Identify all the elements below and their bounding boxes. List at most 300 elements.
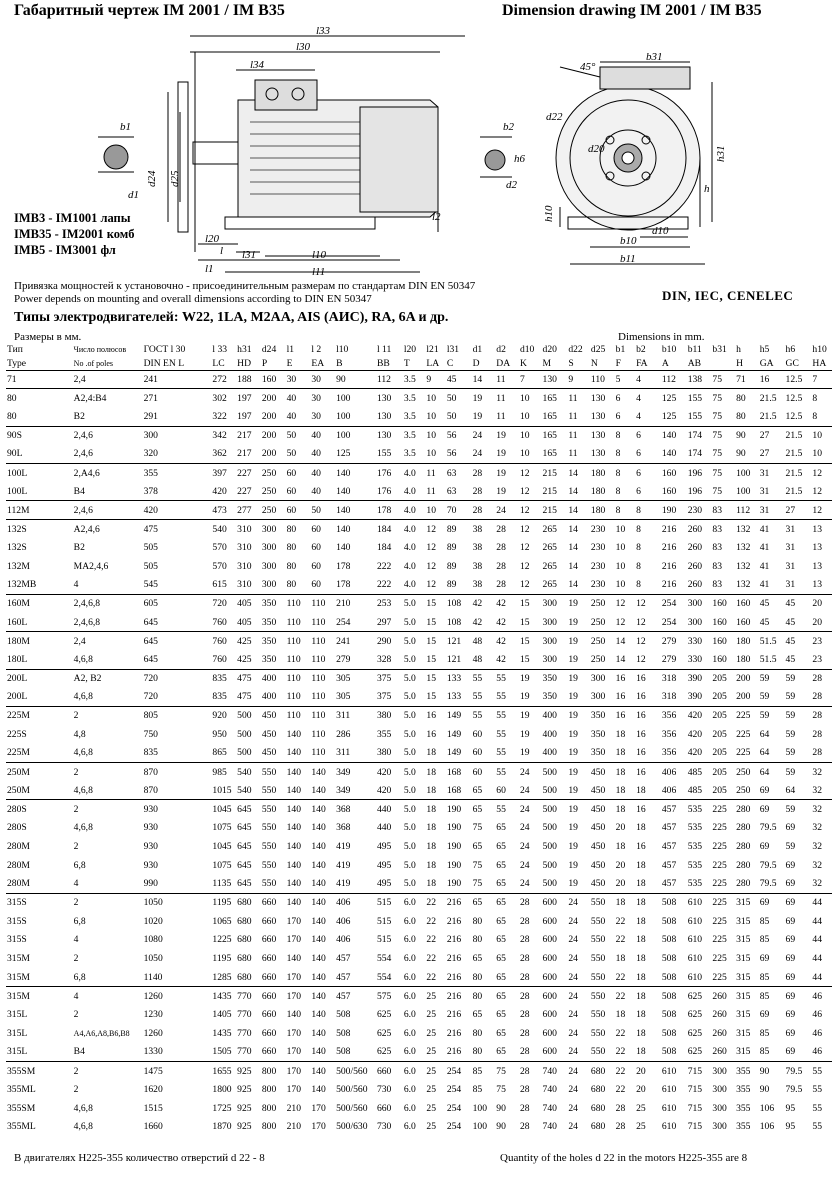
table-row (6, 744, 832, 763)
table-cell: 25 (426, 1083, 436, 1095)
table-cell: 176 (376, 463, 403, 482)
table-cell: 205 (712, 691, 727, 703)
table-cell: 5.0 (403, 747, 416, 759)
table-cell: 550 (261, 784, 277, 796)
table-cell: 6.0 (403, 1121, 416, 1133)
table-cell: 5.0 (403, 653, 416, 665)
table-cell: 110 (286, 669, 311, 688)
table-cell: 300 (590, 669, 615, 688)
table-cell: 16 (615, 706, 635, 725)
mounting-item: IMB3 - IM1001 лапы (14, 211, 131, 225)
table-cell: 190 (446, 859, 462, 871)
table-row (6, 1005, 832, 1024)
table-cell: 16 (636, 747, 646, 759)
table-cell: 1080 (143, 934, 163, 946)
svg-text:l: l (220, 245, 224, 257)
svg-text:d20: d20 (588, 143, 605, 155)
table-cell: 2,4 (73, 632, 143, 651)
table-cell: 110 (310, 669, 335, 688)
table-cell: 250M (6, 762, 73, 781)
table-cell: 300 (261, 520, 286, 539)
table-cell: 6 (615, 410, 621, 422)
svg-text:l10: l10 (312, 249, 327, 261)
table-cell: 125 (661, 410, 677, 422)
table-cell: 12.5 (785, 389, 812, 408)
table-cell: 355 (376, 728, 392, 740)
table-cell: 280 (735, 800, 759, 819)
table-cell: 300 (542, 653, 557, 665)
table-cell: 645 (236, 800, 261, 819)
table-cell: M (542, 357, 568, 371)
table-cell: 225 (712, 953, 727, 965)
table-cell: 50 (446, 410, 457, 422)
table-cell: 241 (335, 632, 376, 651)
table-cell: 280M (7, 859, 30, 871)
table-cell: 18 (425, 762, 445, 781)
table-cell: 190 (446, 841, 462, 853)
table-cell: 160 (735, 594, 759, 613)
table-cell: 10 (425, 426, 445, 445)
table-cell: 222 (376, 560, 392, 572)
table-cell: 225M (7, 747, 30, 759)
table-cell: 18 (636, 1046, 646, 1058)
table-cell: 28 (615, 1121, 626, 1133)
svg-text:h: h (704, 183, 710, 195)
table-cell: 110 (311, 728, 326, 740)
table-cell: 100 (472, 1102, 488, 1114)
svg-text:b11: b11 (620, 253, 636, 265)
table-cell: 6.0 (403, 987, 426, 1006)
table-cell: 15 (426, 691, 436, 703)
table-cell: 8 (636, 560, 641, 572)
table-cell: 4.0 (403, 501, 426, 520)
table-cell: 215 (542, 485, 557, 497)
table-cell: 83 (711, 501, 735, 520)
table-cell: 121 (446, 632, 472, 651)
table-cell: 6.0 (403, 1061, 426, 1080)
header-row (6, 343, 832, 357)
table-cell: 508 (661, 1046, 677, 1058)
table-cell: 6,8 (73, 971, 86, 983)
table-cell: 44 (812, 915, 823, 927)
table-cell: 44 (812, 971, 823, 983)
table-cell: 680 (237, 971, 252, 983)
table-cell: 280 (736, 841, 751, 853)
table-cell: 170 (286, 1046, 301, 1058)
table-cell: 19 (567, 800, 590, 819)
table-cell: 260 (687, 579, 703, 591)
table-cell: 6.0 (403, 953, 416, 965)
table-cell: 495 (376, 859, 392, 871)
table-cell: 19 (567, 669, 590, 688)
table-cell: 60 (311, 542, 321, 554)
table-row (6, 389, 832, 408)
table-cell: 835 (211, 669, 236, 688)
table-cell: 1260 (143, 987, 212, 1006)
table-cell: 18 (426, 784, 436, 796)
table-cell: 225 (711, 893, 735, 912)
table-cell: 3.5 (403, 389, 426, 408)
table-cell: 55 (472, 706, 496, 725)
table-cell: 55 (811, 1061, 832, 1080)
table-cell: 4,8 (73, 728, 86, 740)
table-cell: 140 (311, 859, 326, 871)
table-row (6, 1043, 832, 1062)
table-cell: 31 (759, 501, 785, 520)
table-cell: 550 (261, 841, 277, 853)
table-cell: 362 (212, 448, 227, 460)
table-cell: K (519, 357, 542, 371)
table-cell: l 11 (376, 344, 392, 356)
table-cell: 22 (426, 934, 436, 946)
table-row (6, 370, 832, 389)
table-cell: 165 (542, 389, 568, 408)
table-cell: 570 (212, 560, 227, 572)
table-cell: 216 (661, 542, 677, 554)
table-cell: 80 (286, 560, 297, 572)
table-cell: 24 (568, 934, 578, 946)
table-cell: 140 (661, 426, 687, 445)
table-cell: 110 (590, 373, 605, 385)
table-cell: 121 (446, 653, 462, 665)
table-cell: 55 (812, 1121, 823, 1133)
table-cell: 21.5 (785, 448, 803, 460)
table-cell: 65 (472, 784, 483, 796)
table-cell: 110 (310, 632, 335, 651)
table-cell: 500 (237, 728, 252, 740)
table-cell: 265 (542, 542, 557, 554)
table-cell: 132M (7, 560, 30, 572)
table-cell: 197 (237, 410, 252, 422)
table-cell: 680 (590, 1083, 606, 1095)
table-cell: 300 (542, 632, 568, 651)
table-cell: 32 (812, 859, 823, 871)
table-cell: 11 (495, 389, 519, 408)
table-cell: 4.0 (403, 542, 416, 554)
table-cell: 140 (311, 1027, 326, 1039)
table-cell: 835 (212, 691, 227, 703)
svg-text:l34: l34 (250, 59, 265, 71)
table-cell: 200L (6, 669, 73, 688)
table-cell: 200 (261, 448, 277, 460)
table-cell: 24 (472, 426, 496, 445)
table-cell: MA2,4,6 (73, 560, 109, 572)
table-cell: 280S (6, 800, 73, 819)
table-cell: 22 (615, 1046, 626, 1058)
table-cell: 24 (519, 784, 530, 796)
table-cell: 835 (143, 747, 158, 759)
table-cell: 311 (336, 747, 351, 759)
table-cell: 140 (311, 971, 326, 983)
table-cell: 625 (687, 1027, 703, 1039)
table-cell: 250 (590, 653, 606, 665)
table-cell: 300 (711, 1061, 735, 1080)
table-cell: 342 (211, 426, 236, 445)
table-cell: 5.0 (403, 616, 416, 628)
table-cell: 457 (336, 971, 351, 983)
table-cell: 600 (542, 915, 557, 927)
table-cell: 280S (7, 822, 27, 834)
table-cell: 31 (785, 542, 796, 554)
table-cell: 2,4 (73, 373, 86, 385)
table-cell: 1135 (212, 878, 232, 890)
table-cell: 740 (542, 1083, 557, 1095)
table-cell: 20 (812, 616, 823, 628)
table-row (6, 856, 832, 875)
table-cell: 300 (712, 1102, 727, 1114)
svg-text:d2: d2 (506, 179, 517, 191)
table-cell: 85 (759, 934, 770, 946)
table-cell: 730 (376, 1083, 392, 1095)
table-cell: 645 (143, 616, 158, 628)
table-cell: 500 (236, 706, 261, 725)
table-cell: 22 (615, 987, 635, 1006)
table-cell: 28 (472, 501, 496, 520)
table-cell: 6.0 (403, 1083, 416, 1095)
table-cell: 205 (711, 762, 735, 781)
table-cell: 28 (472, 463, 496, 482)
table-cell: 55 (812, 1083, 823, 1095)
table-cell: 85 (472, 1083, 483, 1095)
table-row (6, 520, 832, 539)
table-cell: 69 (785, 893, 812, 912)
table-cell: 11 (568, 410, 578, 422)
table-cell: 44 (811, 893, 832, 912)
table-cell: 24 (568, 1121, 578, 1133)
table-cell: 160 (711, 632, 735, 651)
table-cell: 65 (496, 878, 506, 890)
table-cell: 22 (615, 915, 626, 927)
table-cell: 216 (661, 579, 677, 591)
table-cell: 80 (286, 520, 311, 539)
table-cell: 90 (759, 1061, 785, 1080)
table-cell: 1435 (212, 1027, 232, 1039)
table-cell: 11 (426, 485, 436, 497)
table-cell: 69 (759, 841, 770, 853)
table-cell: 19 (472, 389, 496, 408)
table-cell: 28 (472, 485, 483, 497)
table-cell: 200L (7, 691, 28, 703)
table-cell: 65 (496, 859, 506, 871)
table-cell: 24 (567, 893, 590, 912)
table-cell: 44 (812, 934, 823, 946)
table-cell: 27 (785, 501, 812, 520)
table-cell: 265 (542, 579, 557, 591)
table-cell: N (590, 357, 615, 371)
table-cell: 6,8 (73, 859, 86, 871)
table-cell: 100 (335, 426, 376, 445)
table-cell: No .of poles (73, 357, 143, 371)
table-cell: 318 (661, 669, 687, 688)
table-cell: 400 (542, 747, 557, 759)
table-cell: 3.5 (403, 410, 416, 422)
table-cell: 5.0 (403, 859, 416, 871)
table-cell: 60 (472, 747, 483, 759)
table-cell: 280 (736, 822, 751, 834)
table-cell: 375 (376, 669, 403, 688)
table-cell: 310 (237, 542, 252, 554)
table-cell: 18 (426, 747, 436, 759)
table-cell: 55 (495, 762, 519, 781)
table-cell: 540 (211, 520, 236, 539)
table-cell: 85 (472, 1061, 496, 1080)
table-cell: 25 (426, 1046, 436, 1058)
table-cell: 130 (376, 410, 392, 422)
table-cell: 550 (590, 953, 606, 965)
table-cell: 83 (712, 560, 723, 572)
table-cell: FA (635, 357, 661, 371)
table-cell: 46 (812, 1009, 823, 1021)
table-cell: 12 (615, 616, 626, 628)
table-cell: 10 (425, 389, 445, 408)
table-cell: 64 (759, 762, 785, 781)
table-cell: P (261, 357, 286, 371)
table-cell: 28 (519, 893, 542, 912)
table-cell: 356 (661, 728, 677, 740)
svg-text:b31: b31 (646, 51, 663, 63)
table-cell: 25 (426, 1027, 436, 1039)
table-cell: 80 (286, 542, 297, 554)
table-cell: 315L (7, 1027, 28, 1039)
table-row (6, 706, 832, 725)
table-cell: 254 (446, 1061, 472, 1080)
table-cell: 330 (687, 653, 703, 665)
svg-text:d1: d1 (128, 189, 139, 201)
table-cell: 250 (590, 616, 606, 628)
table-cell: 180 (735, 632, 759, 651)
table-cell: 645 (143, 632, 212, 651)
table-cell: 75 (496, 1083, 506, 1095)
table-row (6, 445, 832, 464)
table-cell: 540 (237, 784, 252, 796)
title-russian: Габаритный чертеж IM 2001 / IM B35 (14, 2, 285, 19)
table-cell: 59 (759, 691, 770, 703)
table-cell: 2,A4,6 (73, 463, 143, 482)
table-cell: 24 (472, 448, 483, 460)
svg-text:l30: l30 (296, 41, 311, 53)
table-cell: 222 (376, 579, 392, 591)
table-cell: 277 (236, 501, 261, 520)
table-cell: 1015 (212, 784, 232, 796)
table-cell: 925 (237, 1121, 252, 1133)
table-cell: 11 (496, 373, 506, 385)
table-cell: 450 (590, 841, 606, 853)
table-cell: 75 (472, 878, 483, 890)
table-cell: 397 (211, 463, 236, 482)
table-row (6, 912, 832, 931)
table-cell: 550 (590, 1027, 606, 1039)
table-cell: 56 (446, 448, 457, 460)
table-cell: 22 (615, 934, 626, 946)
table-cell: 355 (736, 1102, 751, 1114)
table-cell: 6.0 (403, 934, 416, 946)
table-cell: 24 (519, 841, 530, 853)
feet (225, 217, 375, 229)
table-cell: 600 (542, 934, 557, 946)
table-cell: 165 (542, 448, 557, 460)
table-cell: 24 (568, 971, 578, 983)
table-cell: 750 (143, 728, 158, 740)
table-cell: S (567, 357, 590, 371)
table-cell: 272 (212, 373, 227, 385)
table-cell: 254 (336, 616, 351, 628)
table-cell: b2 (636, 344, 646, 356)
footer-en: Quantity of the holes d 22 in the motors H225-355 are 8 (500, 1152, 748, 1164)
table-cell: 2 (73, 762, 143, 781)
table-cell: 450 (261, 728, 277, 740)
table-cell: 140 (286, 953, 301, 965)
table-cell: 300 (261, 560, 277, 572)
dimensions-table (6, 343, 832, 1136)
table-cell: 48 (472, 632, 496, 651)
table-cell: 6 (636, 448, 641, 460)
table-cell: 450 (261, 747, 277, 759)
table-cell: 6.0 (403, 893, 426, 912)
table-cell: 315 (736, 971, 751, 983)
table-cell: 28 (811, 669, 832, 688)
table-cell: 305 (336, 691, 351, 703)
table-cell: ГОСТ l 30 (143, 344, 186, 356)
table-cell: 20 (615, 822, 626, 834)
table-cell: 550 (590, 971, 606, 983)
table-cell: 16 (635, 762, 661, 781)
table-row (6, 538, 832, 557)
table-cell: 19 (568, 728, 578, 740)
table-cell: 216 (446, 1027, 462, 1039)
table-cell: 8 (615, 463, 635, 482)
table-cell: 6.0 (403, 1102, 416, 1114)
table-cell: 168 (446, 762, 472, 781)
table-cell: 18 (636, 859, 646, 871)
table-cell: 140 (311, 915, 326, 927)
table-cell: 550 (261, 800, 286, 819)
table-cell: 350 (261, 594, 286, 613)
table-cell: 22 (425, 893, 445, 912)
table-cell: 210 (335, 594, 376, 613)
table-cell: 4,6,8 (73, 653, 93, 665)
table-cell: l31 (446, 344, 460, 356)
table-cell: 1075 (212, 859, 232, 871)
table-cell: b1 (615, 344, 626, 356)
table-cell: 610 (661, 1121, 677, 1133)
table-cell: 25 (636, 1121, 646, 1133)
table-cell: 10 (519, 426, 542, 445)
table-cell: 90 (496, 1102, 506, 1114)
table-cell: 80 (472, 1046, 483, 1058)
table-cell: 680 (590, 1102, 606, 1114)
table-cell: 315 (735, 893, 759, 912)
table-cell: A2,4,6 (73, 520, 143, 539)
table-cell: 22 (615, 1083, 626, 1095)
table-cell: h10 (812, 344, 827, 356)
table-cell: 12 (811, 463, 832, 482)
table-cell: 130 (590, 410, 606, 422)
table-cell: l1 (286, 344, 295, 356)
table-cell: 155 (687, 410, 703, 422)
table-cell: 205 (711, 706, 735, 725)
table-cell: 1725 (212, 1102, 232, 1114)
table-cell: 140 (286, 800, 311, 819)
table-cell: b31 (712, 344, 727, 356)
table-cell: 10 (811, 426, 832, 445)
table-cell: 4,6,8 (73, 691, 93, 703)
table-cell: 720 (143, 669, 212, 688)
table-cell: 19 (495, 463, 519, 482)
table-cell: 250 (736, 784, 751, 796)
table-cell: 95 (785, 1121, 796, 1133)
table-cell: 5 (615, 373, 621, 385)
table-cell: 19 (568, 878, 578, 890)
